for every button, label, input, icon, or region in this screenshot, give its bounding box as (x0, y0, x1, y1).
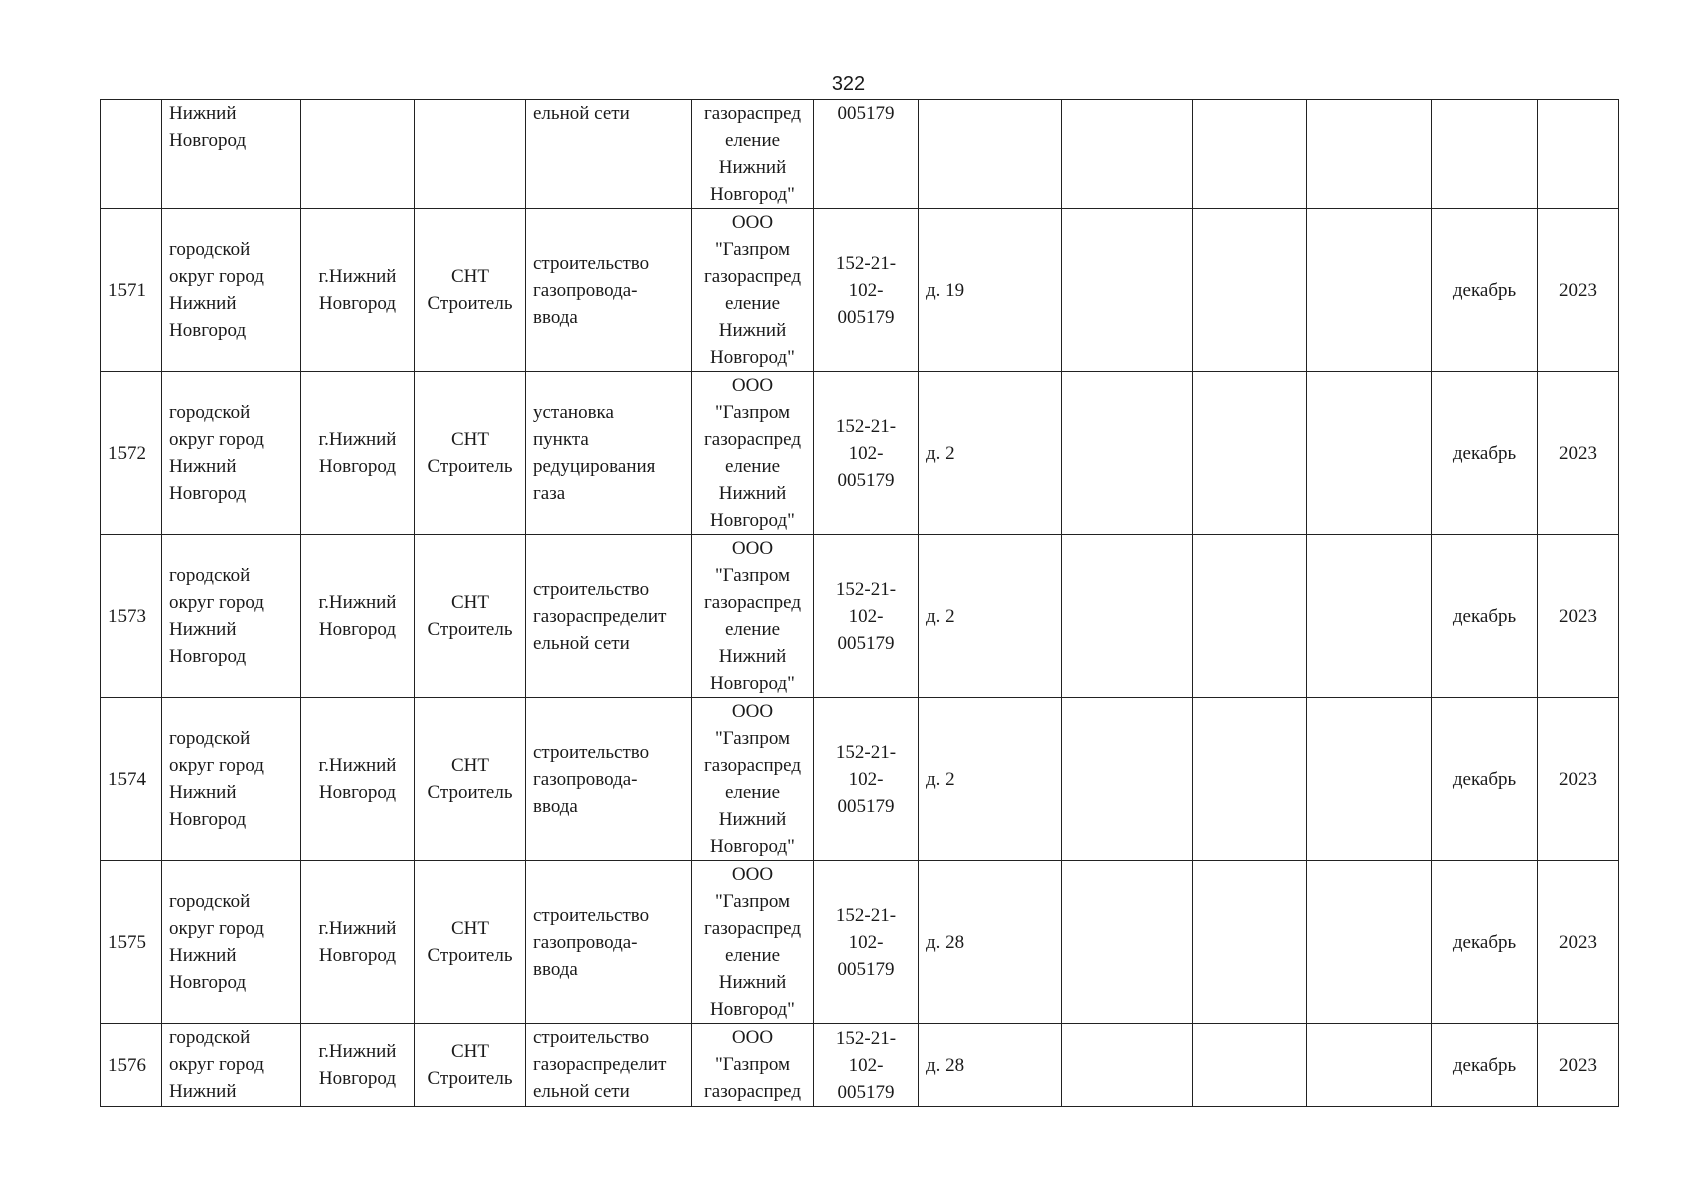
house-cell: д. 2 (919, 698, 1062, 861)
empty-cell (1062, 209, 1193, 372)
table-row (101, 698, 1619, 861)
street-cell (415, 100, 526, 209)
house-cell: д. 19 (919, 209, 1062, 372)
year-cell: 2023 (1538, 209, 1619, 372)
month-cell: декабрь (1432, 861, 1538, 1024)
month-cell: декабрь (1432, 209, 1538, 372)
house-cell: д. 28 (919, 1024, 1062, 1107)
month-cell: декабрь (1432, 372, 1538, 535)
work-type-cell: строительство газораспределит ельной сети (526, 1024, 692, 1107)
program-code-cell: 152-21- 102- 005179 (814, 372, 919, 535)
program-code-cell: 152-21- 102- 005179 (814, 209, 919, 372)
settlement-cell: г.Нижний Новгород (301, 535, 415, 698)
empty-cell (1193, 372, 1307, 535)
month-cell: декабрь (1432, 1024, 1538, 1107)
year-cell: 2023 (1538, 1024, 1619, 1107)
row-number-cell (101, 100, 162, 209)
empty-cell (1062, 372, 1193, 535)
empty-cell (1062, 535, 1193, 698)
work-type-cell: ельной сети (526, 100, 692, 209)
table-row (101, 100, 1619, 209)
year-cell: 2023 (1538, 535, 1619, 698)
empty-cell (1307, 100, 1432, 209)
settlement-cell: г.Нижний Новгород (301, 698, 415, 861)
month-cell: декабрь (1432, 698, 1538, 861)
settlement-cell: г.Нижний Новгород (301, 209, 415, 372)
municipality-cell: городской округ город Нижний (162, 1024, 301, 1107)
street-cell: СНТ Строитель (415, 1024, 526, 1107)
empty-cell (1307, 209, 1432, 372)
empty-cell (1062, 100, 1193, 209)
table-row (101, 209, 1619, 372)
year-cell (1538, 100, 1619, 209)
settlement-cell: г.Нижний Новгород (301, 372, 415, 535)
house-cell: д. 2 (919, 372, 1062, 535)
street-cell: СНТ Строитель (415, 372, 526, 535)
municipality-cell: городской округ город Нижний Новгород (162, 535, 301, 698)
table-row (101, 1024, 1619, 1107)
work-type-cell: строительство газопровода- ввода (526, 698, 692, 861)
street-cell: СНТ Строитель (415, 861, 526, 1024)
organization-cell: газораспред еление Нижний Новгород" (692, 100, 814, 209)
empty-cell (1062, 861, 1193, 1024)
empty-cell (1193, 535, 1307, 698)
work-type-cell: установка пункта редуцирования газа (526, 372, 692, 535)
municipality-cell: Нижний Новгород (162, 100, 301, 209)
empty-cell (1193, 209, 1307, 372)
program-code-cell: 152-21- 102- 005179 (814, 698, 919, 861)
table-row (101, 372, 1619, 535)
empty-cell (1193, 1024, 1307, 1107)
empty-cell (1307, 372, 1432, 535)
empty-cell (1307, 861, 1432, 1024)
row-number-cell: 1573 (101, 535, 162, 698)
settlement-cell: г.Нижний Новгород (301, 861, 415, 1024)
street-cell: СНТ Строитель (415, 698, 526, 861)
house-cell: д. 2 (919, 535, 1062, 698)
year-cell: 2023 (1538, 861, 1619, 1024)
organization-cell: ООО "Газпром газораспред еление Нижний Новгород" (692, 698, 814, 861)
organization-cell: ООО "Газпром газораспред еление Нижний Новгород" (692, 209, 814, 372)
organization-cell: ООО "Газпром газораспред еление Нижний Новгород" (692, 535, 814, 698)
empty-cell (1193, 861, 1307, 1024)
month-cell (1432, 100, 1538, 209)
program-code-cell: 152-21- 102- 005179 (814, 861, 919, 1024)
municipality-cell: городской округ город Нижний Новгород (162, 698, 301, 861)
program-code-cell: 152-21- 102- 005179 (814, 1024, 919, 1107)
empty-cell (1062, 698, 1193, 861)
page-number: 322 (831, 73, 866, 95)
program-code-cell: 152-21- 102- 005179 (814, 535, 919, 698)
house-cell: д. 28 (919, 861, 1062, 1024)
organization-cell: ООО "Газпром газораспред еление Нижний Новгород" (692, 372, 814, 535)
settlement-cell: г.Нижний Новгород (301, 1024, 415, 1107)
gasification-schedule-table (100, 99, 1619, 1107)
empty-cell (1062, 1024, 1193, 1107)
house-cell (919, 100, 1062, 209)
row-number-cell: 1576 (101, 1024, 162, 1107)
organization-cell: ООО "Газпром газораспред (692, 1024, 814, 1107)
work-type-cell: строительство газопровода- ввода (526, 209, 692, 372)
empty-cell (1307, 1024, 1432, 1107)
street-cell: СНТ Строитель (415, 209, 526, 372)
municipality-cell: городской округ город Нижний Новгород (162, 209, 301, 372)
program-code-cell: 005179 (814, 100, 919, 209)
work-type-cell: строительство газораспределит ельной сети (526, 535, 692, 698)
empty-cell (1193, 698, 1307, 861)
municipality-cell: городской округ город Нижний Новгород (162, 372, 301, 535)
empty-cell (1193, 100, 1307, 209)
empty-cell (1307, 698, 1432, 861)
year-cell: 2023 (1538, 698, 1619, 861)
row-number-cell: 1572 (101, 372, 162, 535)
table-row (101, 861, 1619, 1024)
row-number-cell: 1575 (101, 861, 162, 1024)
municipality-cell: городской округ город Нижний Новгород (162, 861, 301, 1024)
row-number-cell: 1574 (101, 698, 162, 861)
organization-cell: ООО "Газпром газораспред еление Нижний Новгород" (692, 861, 814, 1024)
settlement-cell (301, 100, 415, 209)
month-cell: декабрь (1432, 535, 1538, 698)
year-cell: 2023 (1538, 372, 1619, 535)
empty-cell (1307, 535, 1432, 698)
street-cell: СНТ Строитель (415, 535, 526, 698)
work-type-cell: строительство газопровода- ввода (526, 861, 692, 1024)
row-number-cell: 1571 (101, 209, 162, 372)
table-row (101, 535, 1619, 698)
